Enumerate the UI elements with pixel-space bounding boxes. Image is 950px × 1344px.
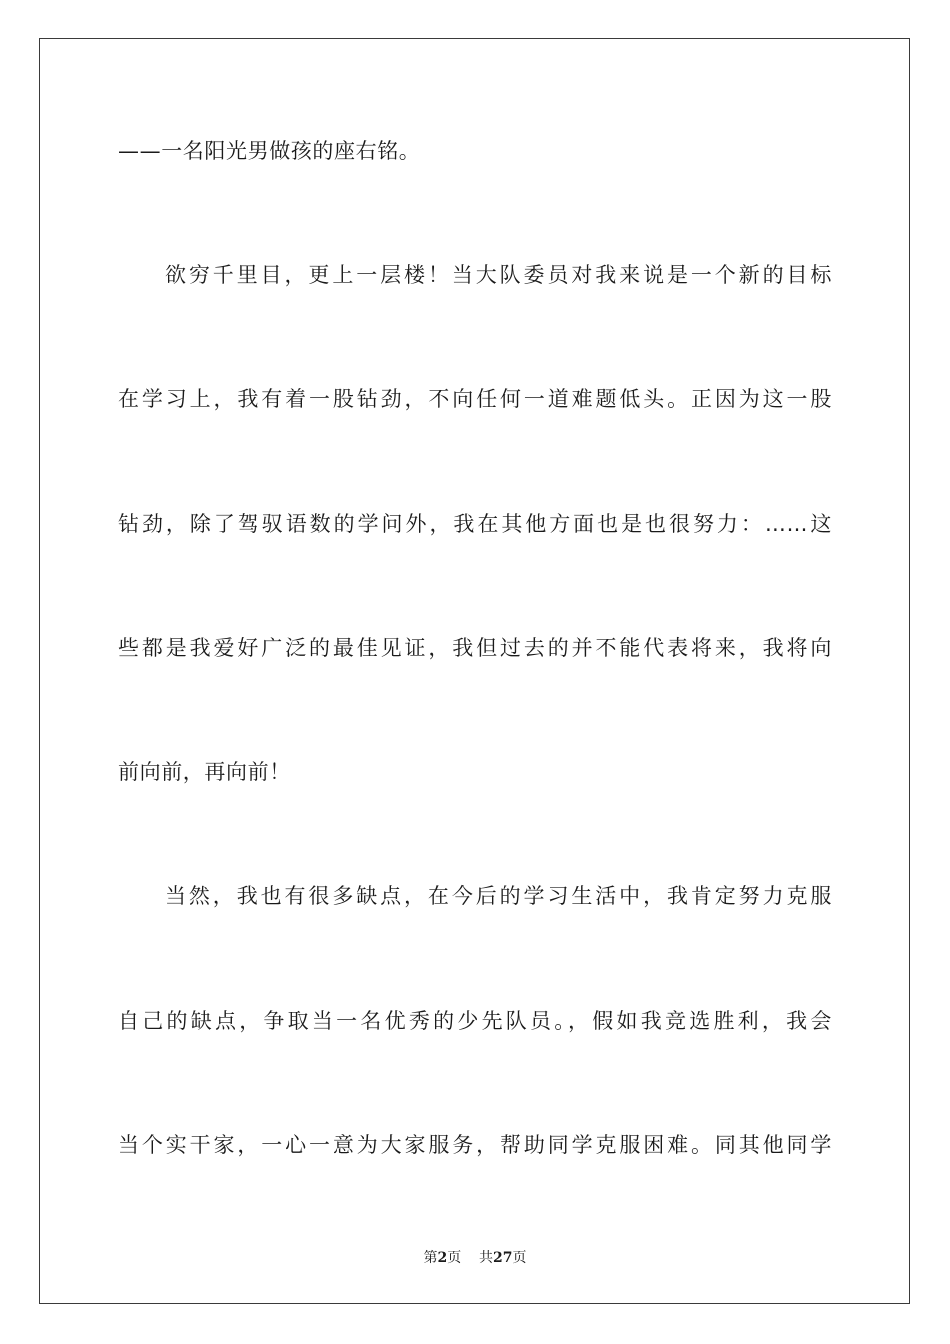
- text-line-6: 前向前，再向前！: [118, 760, 291, 784]
- footer-page-total: 27: [493, 1250, 513, 1266]
- page-footer: [0, 1248, 950, 1268]
- footer-page-unit: 页: [447, 1250, 462, 1266]
- text-line-4: 钻劲，除了驾驭语数的学问外，我在其他方面也是也很努力：……这: [118, 512, 832, 536]
- footer-page-current: 2: [437, 1250, 448, 1266]
- text-line-9: 当个实干家，一心一意为大家服务，帮助同学克服困难。同其他同学: [118, 1133, 832, 1157]
- text-line-7: 当然，我也有很多缺点，在今后的学习生活中，我肯定努力克服: [165, 884, 832, 908]
- footer-page-prefix: 第: [423, 1250, 438, 1266]
- text-line-2: 欲穷千里目，更上一层楼！当大队委员对我来说是一个新的目标: [165, 263, 832, 287]
- text-line-1: ——一名阳光男做孩的座右铭。: [118, 139, 421, 163]
- text-line-5: 些都是我爱好广泛的最佳见证，我但过去的并不能代表将来，我将向: [118, 636, 832, 660]
- text-line-3: 在学习上，我有着一股钻劲，不向任何一道难题低头。正因为这一股: [118, 387, 832, 411]
- footer-total-unit: 页: [512, 1250, 527, 1266]
- footer-total-prefix: 共: [479, 1250, 494, 1266]
- page-border: [39, 38, 910, 1304]
- text-line-8: 自己的缺点，争取当一名优秀的少先队员。，假如我竞选胜利，我会: [118, 1009, 832, 1033]
